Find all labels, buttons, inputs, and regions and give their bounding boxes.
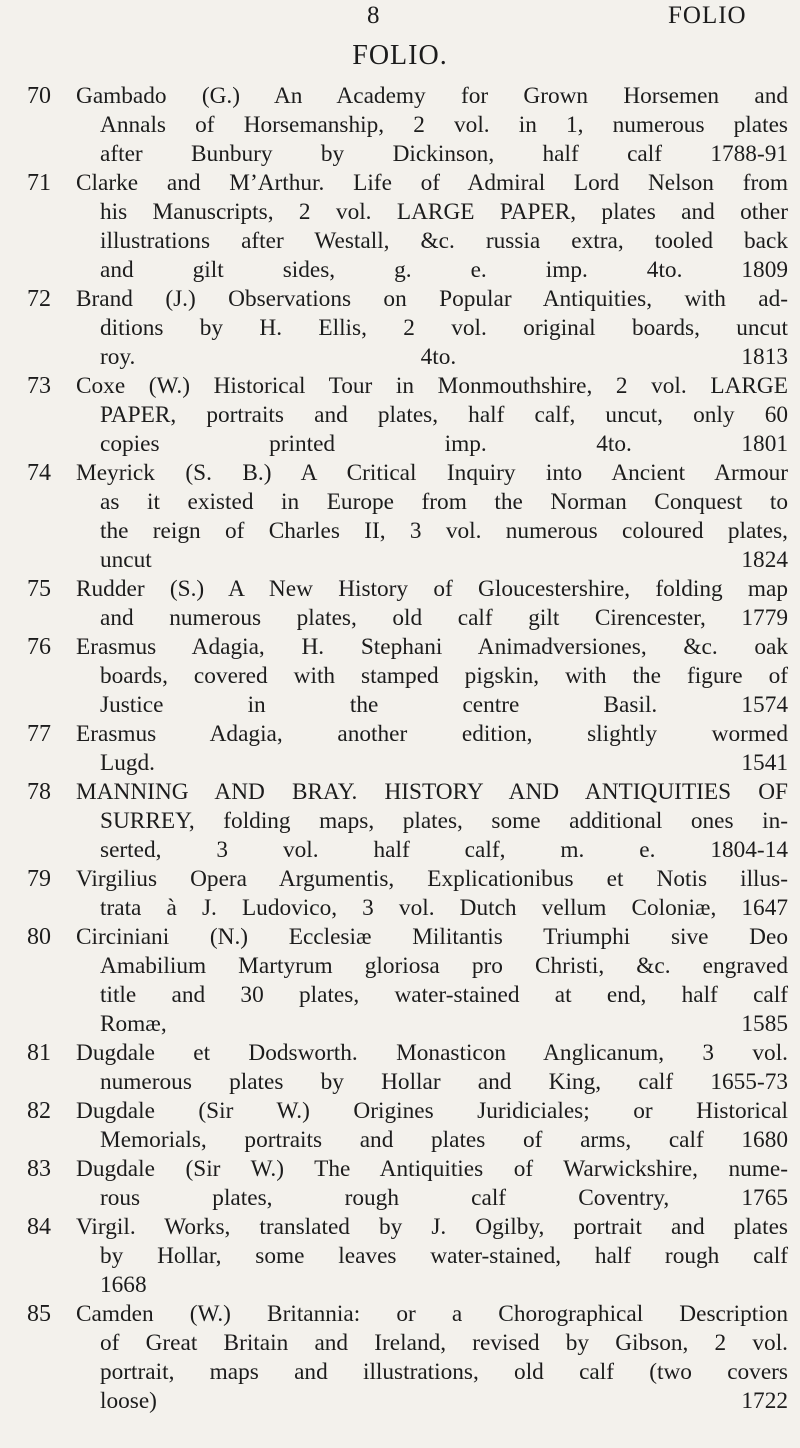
entry-description — [76, 459, 788, 575]
entry-description — [76, 720, 788, 778]
lot-number: 81 — [27, 1040, 51, 1066]
lot-number: 76 — [27, 634, 51, 660]
lot-number: 83 — [27, 1156, 51, 1182]
entry-line: copies printed imp. 4to. 1801 — [100, 431, 788, 457]
entry-description — [76, 1097, 788, 1155]
catalogue-entry — [0, 372, 800, 459]
entry-line: Rudder (S.) A New History of Gloucestershire, folding map — [76, 576, 788, 602]
entry-line: SURREY, folding maps, plates, some additional ones in- — [100, 808, 788, 834]
catalogue-entry — [0, 1039, 800, 1097]
entry-description — [76, 633, 788, 720]
entry-line: 1668 — [100, 1272, 147, 1298]
entry-line: MANNING AND BRAY. HISTORY AND ANTIQUITIES OF — [76, 779, 788, 805]
lot-number: 77 — [27, 721, 51, 747]
running-head — [0, 2, 800, 36]
entry-line: and gilt sides, g. e. imp. 4to. 1809 — [100, 257, 788, 283]
entry-description — [76, 1300, 788, 1416]
entry-line: Dugdale (Sir W.) Origines Juridiciales; or Historical — [76, 1098, 788, 1124]
entry-description — [76, 169, 788, 285]
lot-number: 74 — [27, 460, 51, 486]
entry-line: title and 30 plates, water-stained at end, half calf — [100, 982, 788, 1008]
catalogue-entry — [0, 1155, 800, 1213]
catalogue-entry — [0, 575, 800, 633]
lot-number: 75 — [27, 576, 51, 602]
catalogue-entry — [0, 865, 800, 923]
lot-number: 70 — [27, 83, 51, 109]
entry-line: his Manuscripts, 2 vol. LARGE PAPER, plates and other — [100, 199, 788, 225]
entry-description — [76, 285, 788, 372]
entry-description — [76, 575, 788, 633]
entry-description — [76, 1039, 788, 1097]
entry-line: Brand (J.) Observations on Popular Antiquities, with ad- — [76, 286, 788, 312]
catalogue-entry — [0, 169, 800, 285]
entry-line: Amabilium Martyrum gloriosa pro Christi, &c. engraved — [100, 953, 788, 979]
entry-line: uncut 1824 — [100, 547, 788, 573]
entry-line: Lugd. 1541 — [100, 750, 788, 776]
running-title: FOLIO — [668, 2, 747, 29]
lot-number: 82 — [27, 1098, 51, 1124]
entry-line: PAPER, portraits and plates, half calf, uncut, only 60 — [100, 402, 788, 428]
lot-number: 71 — [27, 170, 51, 196]
entry-line: boards, covered with stamped pigskin, with the figure of — [100, 663, 788, 689]
lot-number: 78 — [27, 779, 51, 805]
entry-line: Virgil. Works, translated by J. Ogilby, portrait and plates — [76, 1214, 788, 1240]
entry-line: Gambado (G.) An Academy for Grown Horsemen and — [76, 83, 788, 109]
entry-line: illustrations after Westall, &c. russia extra, tooled back — [100, 228, 788, 254]
entry-line: portrait, maps and illustrations, old calf (two covers — [100, 1359, 788, 1385]
entry-list — [0, 82, 800, 1416]
entry-line: Erasmus Adagia, H. Stephani Animadversiones, &c. oak — [76, 634, 788, 660]
entry-line: Memorials, portraits and plates of arms, calf 1680 — [100, 1127, 788, 1153]
entry-line: by Hollar, some leaves water-stained, half rough calf — [100, 1243, 788, 1269]
lot-number: 72 — [27, 286, 51, 312]
section-title: FOLIO. — [352, 40, 448, 71]
entry-line: Virgilius Opera Argumentis, Explicationibus et Notis illus- — [76, 866, 788, 892]
entry-line: roy. 4to. 1813 — [100, 344, 788, 370]
entry-description — [76, 923, 788, 1039]
catalogue-entry — [0, 1300, 800, 1416]
lot-number: 79 — [27, 866, 51, 892]
entry-description — [76, 778, 788, 865]
entry-line: loose) 1722 — [100, 1388, 788, 1414]
entry-description — [76, 865, 788, 923]
entry-line: Meyrick (S. B.) A Critical Inquiry into Ancient Armour — [76, 460, 788, 486]
entry-description — [76, 1213, 788, 1300]
catalogue-entry — [0, 1213, 800, 1300]
entry-line: as it existed in Europe from the Norman Conquest to — [100, 489, 788, 515]
catalogue-entry — [0, 720, 800, 778]
entry-line: ditions by H. Ellis, 2 vol. original boards, uncut — [100, 315, 788, 341]
entry-line: Erasmus Adagia, another edition, slightly wormed — [76, 721, 788, 747]
entry-line: numerous plates by Hollar and King, calf 1655-73 — [100, 1069, 788, 1095]
entry-line: Coxe (W.) Historical Tour in Monmouthshire, 2 vol. LARGE — [76, 373, 788, 399]
catalogue-entry — [0, 459, 800, 575]
lot-number: 85 — [27, 1301, 51, 1327]
entry-line: Clarke and M’Arthur. Life of Admiral Lord Nelson from — [76, 170, 788, 196]
catalogue-entry — [0, 1097, 800, 1155]
catalogue-entry — [0, 82, 800, 169]
entry-line: Camden (W.) Britannia: or a Chorographical Description — [76, 1301, 788, 1327]
entry-description — [76, 1155, 788, 1213]
entry-line: serted, 3 vol. half calf, m. e. 1804-14 — [100, 837, 788, 863]
page-number: 8 — [367, 2, 380, 29]
lot-number: 84 — [27, 1214, 51, 1240]
lot-number: 73 — [27, 373, 51, 399]
entry-line: rous plates, rough calf Coventry, 1765 — [100, 1185, 788, 1211]
catalogue-entry — [0, 778, 800, 865]
catalogue-entry — [0, 285, 800, 372]
entry-line: of Great Britain and Ireland, revised by Gibson, 2 vol. — [100, 1330, 788, 1356]
entry-description — [76, 82, 788, 169]
entry-line: trata à J. Ludovico, 3 vol. Dutch vellum Coloniæ, 1647 — [100, 895, 788, 921]
entry-line: after Bunbury by Dickinson, half calf 1788-91 — [100, 141, 788, 167]
entry-description — [76, 372, 788, 459]
entry-line: Dugdale (Sir W.) The Antiquities of Warwickshire, nume- — [76, 1156, 788, 1182]
catalogue-entry — [0, 633, 800, 720]
entry-line: the reign of Charles II, 3 vol. numerous coloured plates, — [100, 518, 788, 544]
entry-line: Circiniani (N.) Ecclesiæ Militantis Triumphi sive Deo — [76, 924, 788, 950]
lot-number: 80 — [27, 924, 51, 950]
entry-line: and numerous plates, old calf gilt Cirencester, 1779 — [100, 605, 788, 631]
entry-line: Romæ, 1585 — [100, 1011, 788, 1037]
entry-line: Justice in the centre Basil. 1574 — [100, 692, 788, 718]
entry-line: Annals of Horsemanship, 2 vol. in 1, numerous plates — [100, 112, 788, 138]
catalogue-entry — [0, 923, 800, 1039]
entry-line: Dugdale et Dodsworth. Monasticon Anglicanum, 3 vol. — [76, 1040, 788, 1066]
